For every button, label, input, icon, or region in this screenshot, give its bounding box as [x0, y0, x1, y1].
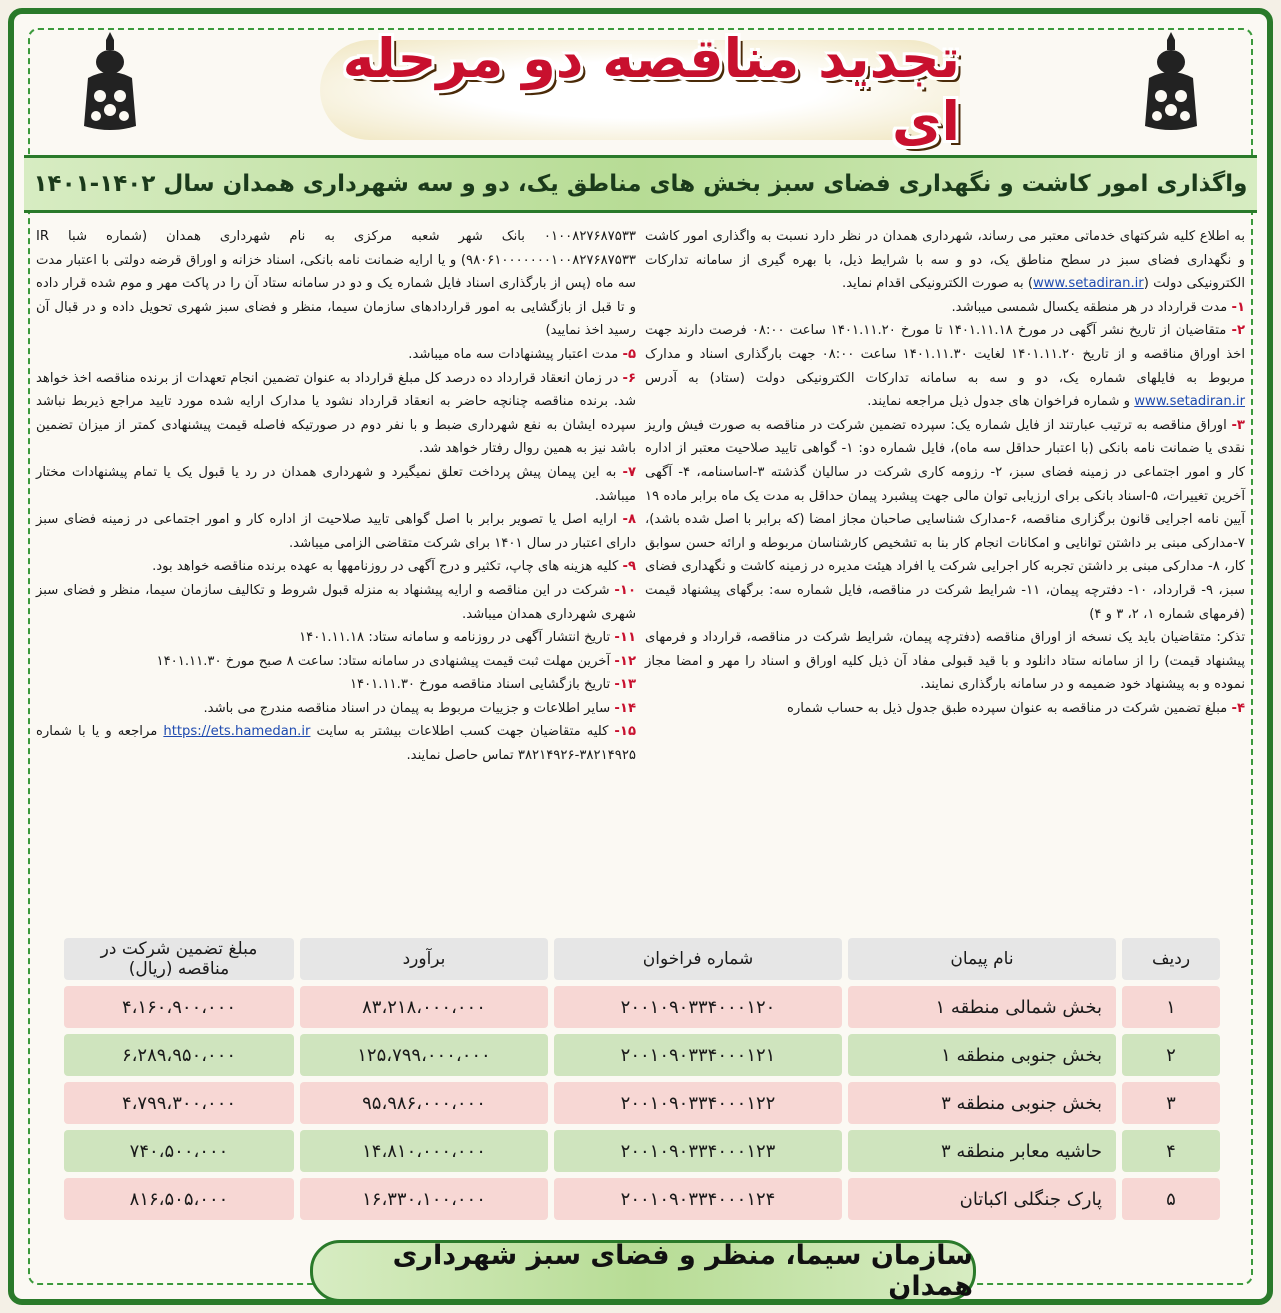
- item-number: ۱۰-: [614, 582, 637, 598]
- page-subtitle: واگذاری امور کاشت و نگهداری فضای سبز بخش های مناطق یک، دو و سه شهرداری همدان سال ۱۴۰۲-۱۴۰۱: [33, 171, 1248, 197]
- row-number: ۱: [1122, 986, 1220, 1028]
- condition-item-8: [36, 508, 636, 555]
- contract-name: بخش جنوبی منطقه ۱: [848, 1034, 1116, 1076]
- guarantee-amount: ۸۱۶،۵۰۵،۰۰۰: [64, 1178, 294, 1220]
- item-text: مبلغ تضمین شرکت در مناقصه به عنوان سپرده طبق جدول ذیل به حساب شماره: [786, 700, 1228, 716]
- item-number: ۱۲-: [614, 653, 636, 669]
- item-text: ارایه اصل یا تصویر برابر با اصل گواهی تایید صلاحیت از اداره کار و امور اجتماعی در زمینه فضای سبز دارای اعتبار در سال ۱۴۰۱ برای شرکت متقاضی الزامی میباشد.: [36, 512, 636, 551]
- conditions-left-column: [36, 225, 636, 768]
- call-number: ۲۰۰۱۰۹۰۳۳۴۰۰۰۱۲۲: [554, 1082, 842, 1124]
- item-text: سایر اطلاعات و جزییات مربوط به پیمان در اسناد مناقصه مندرج می باشد.: [203, 700, 611, 716]
- item-number: ۱۳-: [614, 677, 636, 693]
- setadiran-link[interactable]: www.setadiran.ir: [1032, 276, 1144, 292]
- table-row: [64, 1130, 1220, 1172]
- item-number: ۵-: [622, 346, 636, 362]
- item-text: تاریخ انتشار آگهی در روزنامه و سامانه ستاد: ۱۴۰۱.۱۱.۱۸: [299, 630, 611, 646]
- table-row: [64, 1034, 1220, 1076]
- item-number: ۸-: [622, 512, 636, 528]
- item-number: ۶-: [622, 370, 636, 386]
- guarantee-amount: ۴،۷۹۹،۳۰۰،۰۰۰: [64, 1082, 294, 1124]
- condition-item-7: [36, 461, 636, 508]
- condition-item-2: [645, 319, 1245, 413]
- condition-item-1: [645, 296, 1245, 320]
- item-text: مدت اعتبار پیشنهادات سه ماه میباشد.: [408, 346, 619, 362]
- header-estimate: برآورد: [300, 938, 548, 980]
- condition-item-14: [36, 697, 636, 721]
- contract-name: بخش شمالی منطقه ۱: [848, 986, 1116, 1028]
- account-paragraph: ۰۱۰۰۸۲۷۶۸۷۵۳۳ بانک شهر شعبه مرکزی به نام شهرداری همدان (شماره شبا IR ۹۸۰۶۱۰۰۰۰۰۰۰۱۰۰۸۲۷۶۸۷۵۳۳) و یا ارایه ضمانت نامه بانکی، اسناد خزانه و اوراق قرضه دولتی با اعتبار مدت سه ماه (پس از بارگذاری اسناد فایل شماره یک و دو در سامانه ستاد آن را در پاکت مهر و موم شده قرار داده و تا قبل از بازگشایی به امور قراردادهای سازمان سیما، منظر و فضای سبز شهری تحویل داده و در قبال آن رسید اخذ نمایید): [36, 229, 636, 339]
- item-text: اوراق مناقصه به ترتیب عبارتند از فایل شماره یک: سپرده تضمین شرکت در مناقصه به صورت فیش واریز نقدی یا ضمانت نامه بانکی (با اعتبار حداقل سه ماه)، فایل شماره دو: ۱- گواهی تایید صلاحیت معتبر از اداره کار و امور اجتماعی در زمینه فضای سبز، ۲- رزومه کاری شرکت در سالیان گذشته ۳-اساسنامه، ۴- آگهی آخرین تغییرات، ۵-اسناد بانکی برای ارزیابی توان مالی جهت پیشبرد پیمان حداقل به مدت یک ماه برابر ماده ۱۹ آیین نامه اجرایی قانون برگزاری مناقصه، ۶-مدارک شناسایی صاحبان مجاز امضا (که برابر با اصل شده باشد)، ۷-مدارکی مبنی بر داشتن توانایی و امکانات انجام کار بنا به تشخیص کارشناسان مربوطه و ارائه حسن سوابق کار، ۸- مدارکی مبنی بر داشتن تجربه کار اجرایی شرکت یا افراد هیئت مدیره در زمینه کاشت و نگهداری فضای سبز، ۹- قرارداد، ۱۰- دفترچه پیمان، ۱۱- شرایط شرکت در مناقصه، فایل شماره سه: برگهای پیشنهاد قیمت (فرمهای شماره ۱، ۲، ۳ و ۴): [645, 417, 1245, 622]
- call-number: ۲۰۰۱۰۹۰۳۳۴۰۰۰۱۲۴: [554, 1178, 842, 1220]
- contract-name: پارک جنگلی اکباتان: [848, 1178, 1116, 1220]
- tender-table: [58, 932, 1226, 1226]
- guarantee-amount: ۶،۲۸۹،۹۵۰،۰۰۰: [64, 1034, 294, 1076]
- estimate: ۱۲۵،۷۹۹،۰۰۰،۰۰۰: [300, 1034, 548, 1076]
- header-contract-name: نام پیمان: [848, 938, 1116, 980]
- item-number: ۱۵-: [614, 724, 637, 740]
- item-number: ۱۱-: [614, 630, 636, 646]
- intro-paragraph: [645, 225, 1245, 296]
- item-number: ۱۴-: [614, 700, 636, 716]
- contract-name: بخش جنوبی منطقه ۳: [848, 1082, 1116, 1124]
- title-area: [320, 27, 960, 153]
- item-number: ۱-: [1231, 299, 1245, 315]
- item-text: کلیه متقاضیان جهت کسب اطلاعات بیشتر به سایت: [316, 724, 609, 740]
- condition-item-6: [36, 367, 636, 461]
- condition-item-13: [36, 673, 636, 697]
- note-paragraph: تذکر: متقاضیان باید یک نسخه از اوراق مناقصه (دفترچه پیمان، شرایط شرکت در مناقصه، قرارداد و فرمهای پیشنهاد قیمت) را از سامانه ستاد دانلود و با قید قبولی مفاد آن ذیل کلیه اوراق و اسناد را مهر و امضا مجاز نموده و به پیشنهاد خود ضمیمه و در سامانه بارگذاری نمایند.: [645, 630, 1245, 693]
- intro-text-end: ) به صورت الکترونیکی اقدام نماید.: [842, 276, 1033, 292]
- table-row: [64, 1178, 1220, 1220]
- item-number: ۹-: [622, 559, 636, 575]
- header-call-number: شماره فراخوان: [554, 938, 842, 980]
- footer-organization: سازمان سیما، منظر و فضای سبز شهرداری همدان: [392, 1240, 973, 1302]
- item-text: به این پیمان پیش پرداخت تعلق نمیگیرد و شهرداری همدان در رد یا قبول یک یا تمام پیشنهادات مختار میباشد.: [36, 464, 636, 504]
- item-number: ۳-: [1231, 417, 1245, 433]
- item-text: کلیه هزینه های چاپ، تکثیر و درج آگهی در روزنامهها به عهده برنده مناقصه خواهد بود.: [152, 559, 619, 575]
- hamedan-ets-link[interactable]: https://ets.hamedan.ir: [163, 724, 311, 740]
- estimate: ۸۳،۲۱۸،۰۰۰،۰۰۰: [300, 986, 548, 1028]
- call-number: ۲۰۰۱۰۹۰۳۳۴۰۰۰۱۲۳: [554, 1130, 842, 1172]
- condition-item-5: [36, 343, 636, 367]
- item-number: ۷-: [622, 464, 636, 480]
- condition-item-9: [36, 555, 636, 579]
- item-text: تاریخ بازگشایی اسناد مناقصه مورخ ۱۴۰۱.۱۱.۳۰: [349, 677, 611, 693]
- condition-item-3: [645, 414, 1245, 626]
- table-row: [64, 986, 1220, 1028]
- estimate: ۱۴،۸۱۰،۰۰۰،۰۰۰: [300, 1130, 548, 1172]
- row-number: ۴: [1122, 1130, 1220, 1172]
- row-number: ۵: [1122, 1178, 1220, 1220]
- item-text: متقاضیان از تاریخ نشر آگهی در مورخ ۱۴۰۱.۱۱.۱۸ تا مورخ ۱۴۰۱.۱۱.۲۰ ساعت ۰۸:۰۰ فرصت دارند جهت اخذ اوراق مناقصه و از تاریخ ۱۴۰۱.۱۱.۲۰ لغایت ۱۴۰۱.۱۱.۳۰ ساعت ۰۸:۰۰ جهت بارگذاری اسناد و مدارک مربوط به فایلهای شماره یک، دو و سه به سامانه تدارکات الکترونیکی دولت (ستاد) به آدرس: [645, 323, 1246, 386]
- table-header-row: [64, 938, 1220, 980]
- condition-item-10: [36, 579, 636, 626]
- setadiran-link[interactable]: www.setadiran.ir: [1134, 394, 1245, 410]
- condition-item-15: [36, 720, 636, 767]
- table-row: [64, 1082, 1220, 1124]
- item-text: مدت قرارداد در هر منطقه یکسال شمسی میباشد.: [951, 299, 1228, 315]
- condition-item-11: [36, 626, 636, 650]
- municipality-logo-icon: [70, 30, 150, 140]
- contract-name: حاشیه معابر منطقه ۳: [848, 1130, 1116, 1172]
- intro-text: به اطلاع کلیه شرکتهای خدماتی معتبر می رساند، شهرداری همدان در نظر دارد نسبت به واگذاری امور کاشت و نگهداری فضای سبز در سطح مناطق یک، دو و سه با شرایط ذیل، با بهره گیری از سامانه تدارکات الکترونیکی دولت (: [645, 229, 1245, 292]
- page-title: تجدید مناقصه دو مرحله ای: [342, 27, 960, 153]
- item-text: در زمان انعقاد قرارداد ده درصد کل مبلغ قرارداد به عنوان تضمین انجام تعهدات از برنده مناقصه اخذ خواهد شد. برنده مناقصه چنانچه حاضر به انعقاد قرارداد نشود یا مدارک ارایه شده مورد تایید مراجع ذیربط نباشد سپرده ایشان به نفع شهرداری ضبط و با نفر دوم در صورتیکه فاصله قیمت پیشنهادی کمتر از میزان تضمین باشد نیز به همین روال رفتار خواهد شد.: [36, 370, 636, 457]
- item-text-end: مراجعه و یا با شماره ۳۸۲۱۴۹۲۵-۳۸۲۱۴۹۲۶ تماس حاصل نمایند.: [36, 724, 636, 764]
- header-guarantee: مبلغ تضمین شرکت در مناقصه (ریال): [64, 938, 294, 980]
- item-number: ۲-: [1231, 323, 1245, 339]
- guarantee-amount: ۷۴۰،۵۰۰،۰۰۰: [64, 1130, 294, 1172]
- row-number: ۲: [1122, 1034, 1220, 1076]
- condition-item-4: [645, 697, 1245, 721]
- estimate: ۱۶،۳۳۰،۱۰۰،۰۰۰: [300, 1178, 548, 1220]
- item-text: آخرین مهلت ثبت قیمت پیشنهادی در سامانه ستاد: ساعت ۸ صبح مورخ ۱۴۰۱.۱۱.۳۰: [156, 653, 611, 669]
- call-number: ۲۰۰۱۰۹۰۳۳۴۰۰۰۱۲۱: [554, 1034, 842, 1076]
- subtitle-bar: [24, 155, 1257, 213]
- header-row-number: ردیف: [1122, 938, 1220, 980]
- estimate: ۹۵،۹۸۶،۰۰۰،۰۰۰: [300, 1082, 548, 1124]
- item-number: ۴-: [1231, 700, 1245, 716]
- item-text: شرکت در این مناقصه و ارایه پیشنهاد به منزله قبول شروط و تکالیف سازمان سیما، منظر و فضای سبز شهری شهرداری همدان میباشد.: [36, 582, 636, 622]
- condition-item-12: [36, 650, 636, 674]
- footer-banner: [310, 1240, 976, 1302]
- call-number: ۲۰۰۱۰۹۰۳۳۴۰۰۰۱۲۰: [554, 986, 842, 1028]
- guarantee-amount: ۴،۱۶۰،۹۰۰،۰۰۰: [64, 986, 294, 1028]
- item-text-end: و شماره فراخوان های جدول ذیل مراجعه نمایند.: [867, 394, 1131, 410]
- municipality-logo-icon: [1131, 30, 1211, 140]
- conditions-right-column: [645, 225, 1245, 720]
- row-number: ۳: [1122, 1082, 1220, 1124]
